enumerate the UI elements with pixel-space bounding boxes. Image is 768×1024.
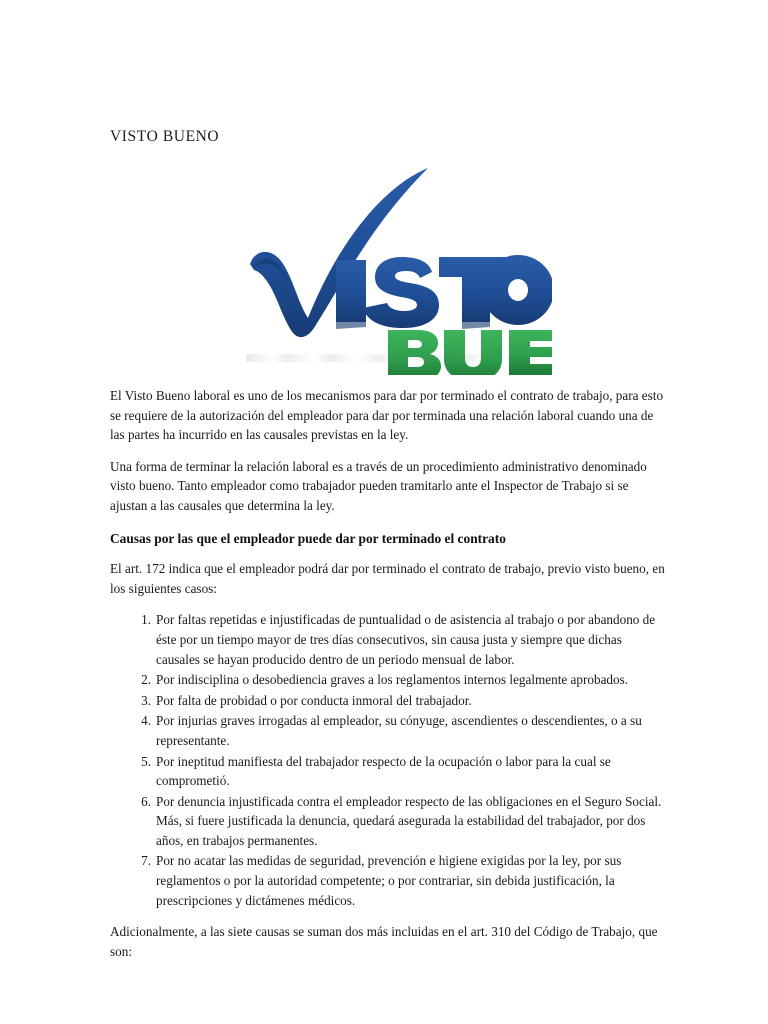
list-item: Por injurias graves irrogadas al empleador, su cónyuge, ascendientes o descendientes, o a su representante. <box>156 713 642 748</box>
paragraph-intro-2: Una forma de terminar la relación laboral es a través de un procedimiento administrativo denominado visto bueno. Tanto empleador como trabajador pueden tramitarlo ante el Inspector de Trabajo si se ajustan a las causales que determina la ley. <box>110 458 647 513</box>
list-item: Por denuncia injustificada contra el empleador respecto de las obligaciones en el Seguro Social. Más, si fuere justificada la denuncia, quedará asegurada la estabilidad del trabajador, por dos años, en trabajos permanentes. <box>156 793 662 848</box>
page-title: VISTO BUENO <box>110 128 220 145</box>
list-item: Por falta de probidad o por conducta inmoral del trabajador. <box>156 692 472 708</box>
visto-bueno-logo <box>232 160 552 375</box>
list-item: Por faltas repetidas e injustificadas de puntualidad o de asistencia al trabajo o por abandono de éste por un tiempo mayor de tres días consecutivos, sin causa justa y siempre que dichas causales se hayan producido dentro de un periodo mensual de labor. <box>156 612 656 667</box>
paragraph-intro-1: El Visto Bueno laboral es uno de los mecanismos para dar por terminado el contrato de trabajo, para esto se requiere de la autorización del empleador para dar por terminada una relación laboral cuando una de las partes ha incurrido en las causales previstas en la ley. <box>110 388 664 443</box>
paragraph-list-intro: El art. 172 indica que el empleador podrá dar por terminado el contrato de trabajo, previo visto bueno, en los siguientes casos: <box>110 561 665 596</box>
scan-artifact <box>246 354 486 362</box>
list-item: Por indisciplina o desobediencia graves a los reglamentos internos legalmente aprobados. <box>156 672 629 688</box>
visto-bueno-logo-graphic <box>232 160 552 375</box>
paragraph-closing: Adicionalmente, a las siete causas se suman dos más incluidas en el art. 310 del Código de Trabajo, que son: <box>110 924 658 959</box>
list-item: Por no acatar las medidas de seguridad, prevención e higiene exigidas por la ley, por sus reglamentos o por la autoridad competente; o por contrariar, sin debida justificación, la prescripciones y dictámenes médicos. <box>156 853 622 908</box>
logo-word-isto <box>336 255 552 329</box>
logo-word-bueno <box>388 329 552 375</box>
list-item: Por ineptitud manifiesta del trabajador respecto de la ocupación o labor para la cual se comprometió. <box>156 753 611 789</box>
section-heading-causes: Causas por las que el empleador puede dar por terminado el contrato <box>110 530 506 546</box>
document-body <box>110 386 666 973</box>
causes-list <box>110 610 666 910</box>
